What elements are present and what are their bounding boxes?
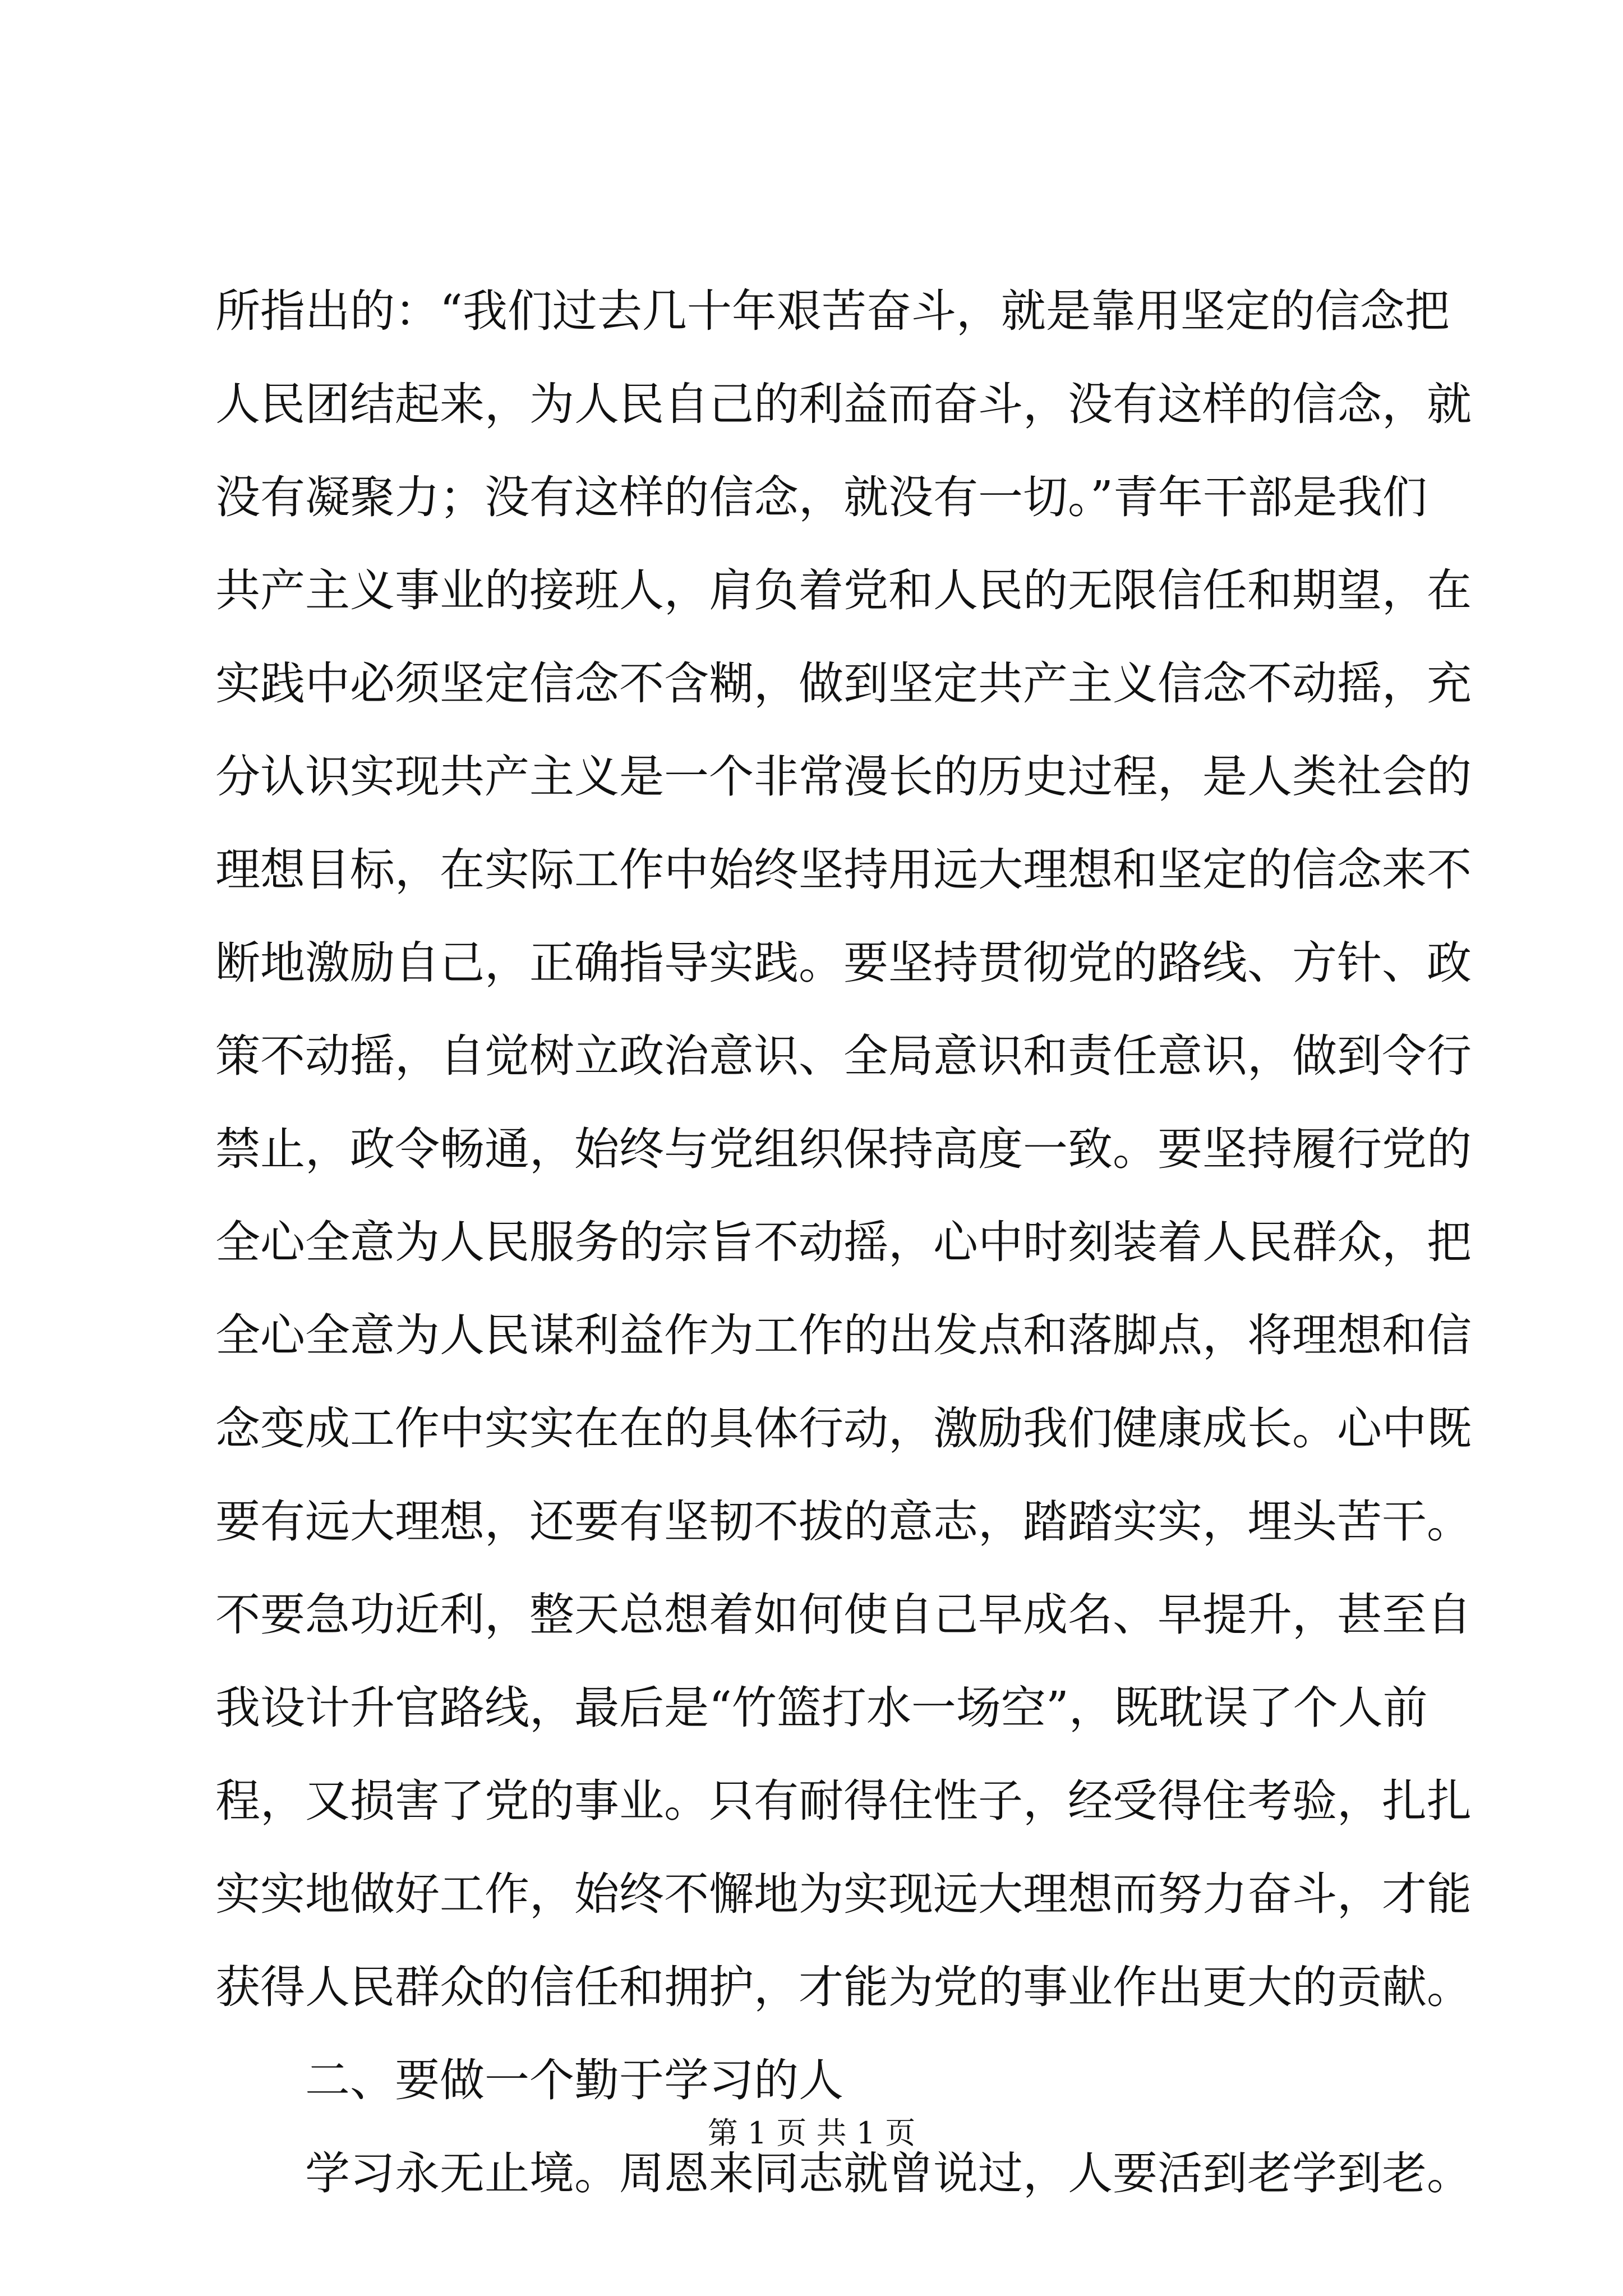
text-line: 念变成工作中实实在在的具体行动，激励我们健康成长。心中既 [215, 1402, 1472, 1455]
page-footer: 第 1 页 共 1 页 [707, 2115, 916, 2151]
text-line: 人民团结起来，为人民自己的利益而奋斗，没有这样的信念，就 [215, 378, 1472, 430]
text-line: 程，又损害了党的事业。只有耐得住性子，经受得住考验，扎扎 [215, 1775, 1472, 1827]
text-line: 禁止，政令畅通，始终与党组织保持高度一致。要坚持履行党的 [215, 1123, 1472, 1175]
paragraph-first-line: 学习永无止境。周恩来同志就曾说过，人要活到老学到老。 [305, 2147, 1472, 2200]
text-line: 断地激励自己，正确指导实践。要坚持贯彻党的路线、方针、政 [215, 937, 1472, 989]
text-line: 分认识实现共产主义是一个非常漫长的历史过程，是人类社会的 [215, 751, 1472, 803]
text-line: 实实地做好工作，始终不懈地为实现远大理想而努力奋斗，才能 [215, 1868, 1472, 1920]
text-line: 不要急功近利，整天总想着如何使自己早成名、早提升，甚至自 [215, 1589, 1472, 1641]
text-line: 策不动摇，自觉树立政治意识、全局意识和责任意识，做到令行 [215, 1030, 1472, 1082]
text-line: 要有远大理想，还要有坚韧不拔的意志，踏踏实实，埋头苦干。 [215, 1496, 1472, 1548]
text-line: 实践中必须坚定信念不含糊，做到坚定共产主义信念不动摇，充 [215, 657, 1472, 710]
text-line: 全心全意为人民服务的宗旨不动摇，心中时刻装着人民群众，把 [215, 1216, 1472, 1268]
text-line: 全心全意为人民谋利益作为工作的出发点和落脚点，将理想和信 [215, 1309, 1472, 1361]
text-line: 共产主义事业的接班人，肩负着党和人民的无限信任和期望，在 [215, 564, 1472, 616]
document-body [215, 265, 1472, 2220]
text-line: 我设计升官路线，最后是“竹篮打水一场空”，既耽误了个人前 [215, 1682, 1428, 1734]
text-line: 所指出的：“我们过去几十年艰苦奋斗，就是靠用坚定的信念把 [215, 285, 1450, 337]
section-heading: 二、要做一个勤于学习的人 [305, 2054, 843, 2106]
text-line: 理想目标，在实际工作中始终坚持用远大理想和坚定的信念来不 [215, 844, 1472, 896]
text-line: 没有凝聚力；没有这样的信念，就没有一切。”青年干部是我们 [215, 471, 1427, 523]
text-line: 获得人民群众的信任和拥护，才能为党的事业作出更大的贡献。 [215, 1961, 1472, 2013]
